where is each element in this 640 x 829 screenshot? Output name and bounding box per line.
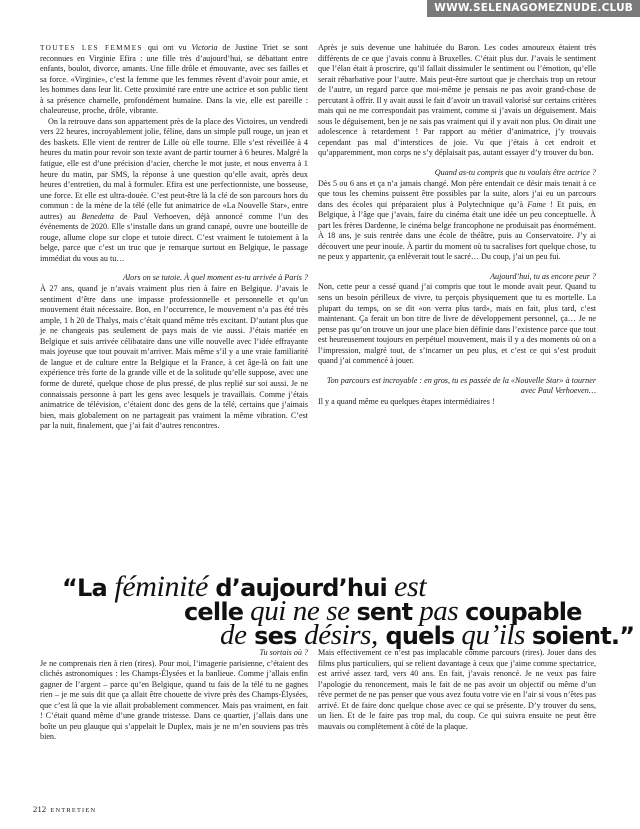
paragraph [40,117,308,265]
interview-question: Aujourd’hui, tu as encore peur ? [490,271,596,281]
page-number: 212 [33,804,47,814]
section-name: ENTRETIEN [50,807,97,814]
interview-question: Alors on se tutoie. À quel moment es-tu arrivée à Paris ? [122,273,308,283]
pull-quote-line-3: de ses désirs, quels qu’ils soient.” [220,619,635,651]
film-title: Fame [527,199,546,209]
intro-text-b: de Justine Triet se sont reconnues en Virginie Efira : une fille très d’aujourd’hui, se débattant entre enfants, boulot, divorce, amants. Une fille drôle et émouvante, avec ses failles et sa force. «Virginie», c’est la femme que les femmes rêvent d’avoir pour amie, et les hommes dans leur lit. Cette proximité rare entre une actrice et son public tient à sa présence charnelle, profondément humaine. Dans la vie, elle est pareille : chaleureuse, proche, drôle, vibrante. [40,43,308,116]
interview-question: Tu sortais où ? [259,648,308,657]
pull-quote [40,565,635,651]
interview-answer: Après je suis devenue une habituée du Baron. Les codes amoureux étaient très différents de ce que j’avais connu à Bruxelles. C’était plus dur. J’avais le sentiment que l’élan était à proscrire, qu’il fallait dissimuler le sentiment ou l’émotion, qu’elle serait rébarbative pour l’autre. Mais peut-être surtout que je cherchais trop un retour de l’autre, un regard parce que moi-même je pensais ne pas avoir grand-chose de percutant à offrir. Il y avait aussi le fait d’avoir un travail valorisé sur certains critères mais qui ne me correspondait pas vraiment, comme si j’avais un déguisement. Mais sous le déguisement, ben je ne sais pas vraiment qui il y avait non plus. On dirait une adolescence à retardement ! Par rapport au métier d’animatrice, j’y trouvais cependant pas mal d’interstices de joie. Vu que j’étais à cet endroit et qu’apparemment, mon corps ne s’y déplaisait pas, autant essayer d’y trouver du bon. [318,43,596,158]
film-title: Victoria [191,43,218,52]
interview-question: Ton parcours est incroyable : en gros, tu es passée de la «Nouvelle Star» à tourner avec Paul Verhoeven… [326,375,596,396]
pull-quote-line-1: “La féminité d’aujourd’hui est [62,570,427,603]
interview-answer [318,179,596,263]
interview-answer: Non, cette peur a cessé quand j’ai compris que tout le monde avait peur. Quand tu sens un besoin périlleux de vivre, tu perçois physiquement que tu es mortelle. La plupart du temps, on se dit «on verra plus tard», mais en fait, plus tard, c’est maintenant. Ça ferait un bon titre de livre de développement personnel, ça… Je ne pense pas qu’on trouve un jour une place bien définie dans l’existence parce que tout est heureusement toujours en perpétuel mouvement, mais il y a des moments où on a l’impression, malgré tout, de s’incarner un peu plus, et c’est ce qui s’est produit quand j’ai commencé à jouer. [318,282,596,366]
intro-paragraph [40,43,308,117]
film-title: Benedetta [81,211,114,221]
interview-question: Quand as-tu compris que tu voulais être actrice ? [434,168,596,178]
answer-text: ! Et puis, en Belgique, à l’âge que j’avais, faire du cinéma était une idée un peu conceptuelle. À part les frères Dardenne, le cinéma belge francophone ne produisait pas énormément. À 18 ans, je suis rentrée dans une école de théâtre, puis au Conservatoire. J’y ai découvert une peur inouïe. À partir du moment où tu sacralises fort quelque chose, tu ne peux y appartenir, ça enlèverait tout le sacré… Du coup, j’ai un peu fui. [318,199,596,262]
article-column-3 [40,648,308,743]
interview-answer: À 27 ans, quand je n’avais vraiment plus rien à faire en Belgique. J’avais le sentiment d’être dans une impasse professionnelle et personnelle et qu’un mouvement était nécessaire. Bon, en l’occurrence, le mouvement n’a pas été très ample, 1 h 20 de Thalys, mais c’était quand même très excitant. D’autant plus que je ne changeais pas seulement de pays mais de vie aussi. J’étais mariée en Belgique et suis arrivée célibataire dans une ville nouvelle avec l’idée effrayante mais joyeuse que tout pouvait m’arriver. Mais même s’il y a une vraie familiarité de langue et de culture entre la Belgique et la France, à cet âge-là on fait une expérience très forte de la grande ville et de la solitude qu’elle suppose, avec une forme de dureté, quelque chose de plus pressé, de plus replié sur soi aussi. Je ne connaissais personne à part les gens avec lesquels je travaillais. Comme j’étais animatrice de télévision, c’étaient donc des gens de la télé, certains que j’aimais bien, mais globalement on ne partageait pas vraiment la même vibration. C’est par la nuit, finalement, que j’ai fait d’autres rencontres. [40,284,308,431]
paragraph-text: On la retrouve dans son appartement près de la place des Victoires, un vendredi vers 22 heures, incroyablement jolie, féline, dans un simple pull rouge, un jean et des baskets. Elle vient de rentrer de Lille où elle tourne. Elle s’est réveillée à 4 heures du matin pour revoir son texte avant de partir tourner à 6 heures. Malgré la fatigue, elle est d’une précision d’acier, cherche le mot juste, et nous enverra à 1 heure du matin, par SMS, la réponse à une question qu’elle avait, après deux heures d’entretien, du mal à formuler. Efira est une perfectionniste, une bosseuse, une force. Et elle est ultra-douée. C’est peut-être là la clé de son parcours hors du commun : de la mène de la télé (elle fut animatrice de «La Nouvelle Star», entre autres) au [40,116,308,221]
watermark-banner: WWW.SELENAGOMEZNUDE.CLUB [427,0,640,17]
pull-quote-line-2: celle qui ne se sent pas coupable [184,595,582,627]
page-footer [33,804,96,814]
article-column-2 [318,43,596,408]
paragraph-text: de Paul Verhoeven, déjà annoncé comme l’un des événements de 2020. Elle s’installe dans un grand canapé, ouvre une bouteille de rouge, allume clope sur clope et tutoie direct. C’est vraiment le tutoiement à la belge, parce que c’est un truc que je remarque surtout en Belgique, le passage immédiat du vous au tu… [40,211,308,263]
intro-text-a: qui ont vu [142,43,192,52]
interview-answer: Je ne comprenais rien à rien (rires). Pour moi, l’imagerie parisienne, c’étaient des clichés astronomiques : les Champs-Élysées et la banlieue. Comme j’allais enfin gagner de l’argent – parce qu’en Belgique, quand tu fais de la télé tu ne gagnes rien – je me suis dit que ça allait être chouette de vivre près des Champs-Élysées, que c’est là que la vie allait probablement commencer. Mais pas vraiment, en fait ! C’était quand même d’une grande tristesse. Dans ce quartier, j’allais dans une boîte un peu glauque qui s’appelait le Duplex, mais je ne m’en souviens pas très bien. [40,658,308,742]
interview-answer: Mais effectivement ce n’est pas implacable comme parcours (rires). Jouer dans des films plus particuliers, qui se relient davantage à ceux que j’aime comme spectatrice, est arrivé assez tard, vers 40 ans. En fait, j’avais renoncé. Je ne veux pas faire l’apologie du renoncement, mais le fait de ne pas avoir un objectif ou même d’un rêve permet de ne pas penser que vous avez foutu votre vie en l’air si vous n’êtes pas arrivé. Et de faire donc quelque chose avec ce qui se présente. D’y trouver du sens, un lien. Et de le faire pas trop mal, du coup. Ce qui suivra ensuite ne peut être mauvais ou complètement à côté de la plaque. [318,648,596,731]
answer-text: Dès 5 ou 6 ans et ça n’a jamais changé. Mon père entendait ce désir mais tenait à ce que tous les chemins puissent être possibles par la suite, alors j’ai eu un parcours dans des écoles qui préparaient plus à Polytechnique qu’à [318,178,596,209]
interview-answer: Il y a quand même eu quelques étapes intermédiaires ! [318,396,495,406]
kicker: TOUTES LES FEMMES [40,44,143,52]
article-column-4 [318,648,596,732]
article-column-1 [40,43,308,432]
